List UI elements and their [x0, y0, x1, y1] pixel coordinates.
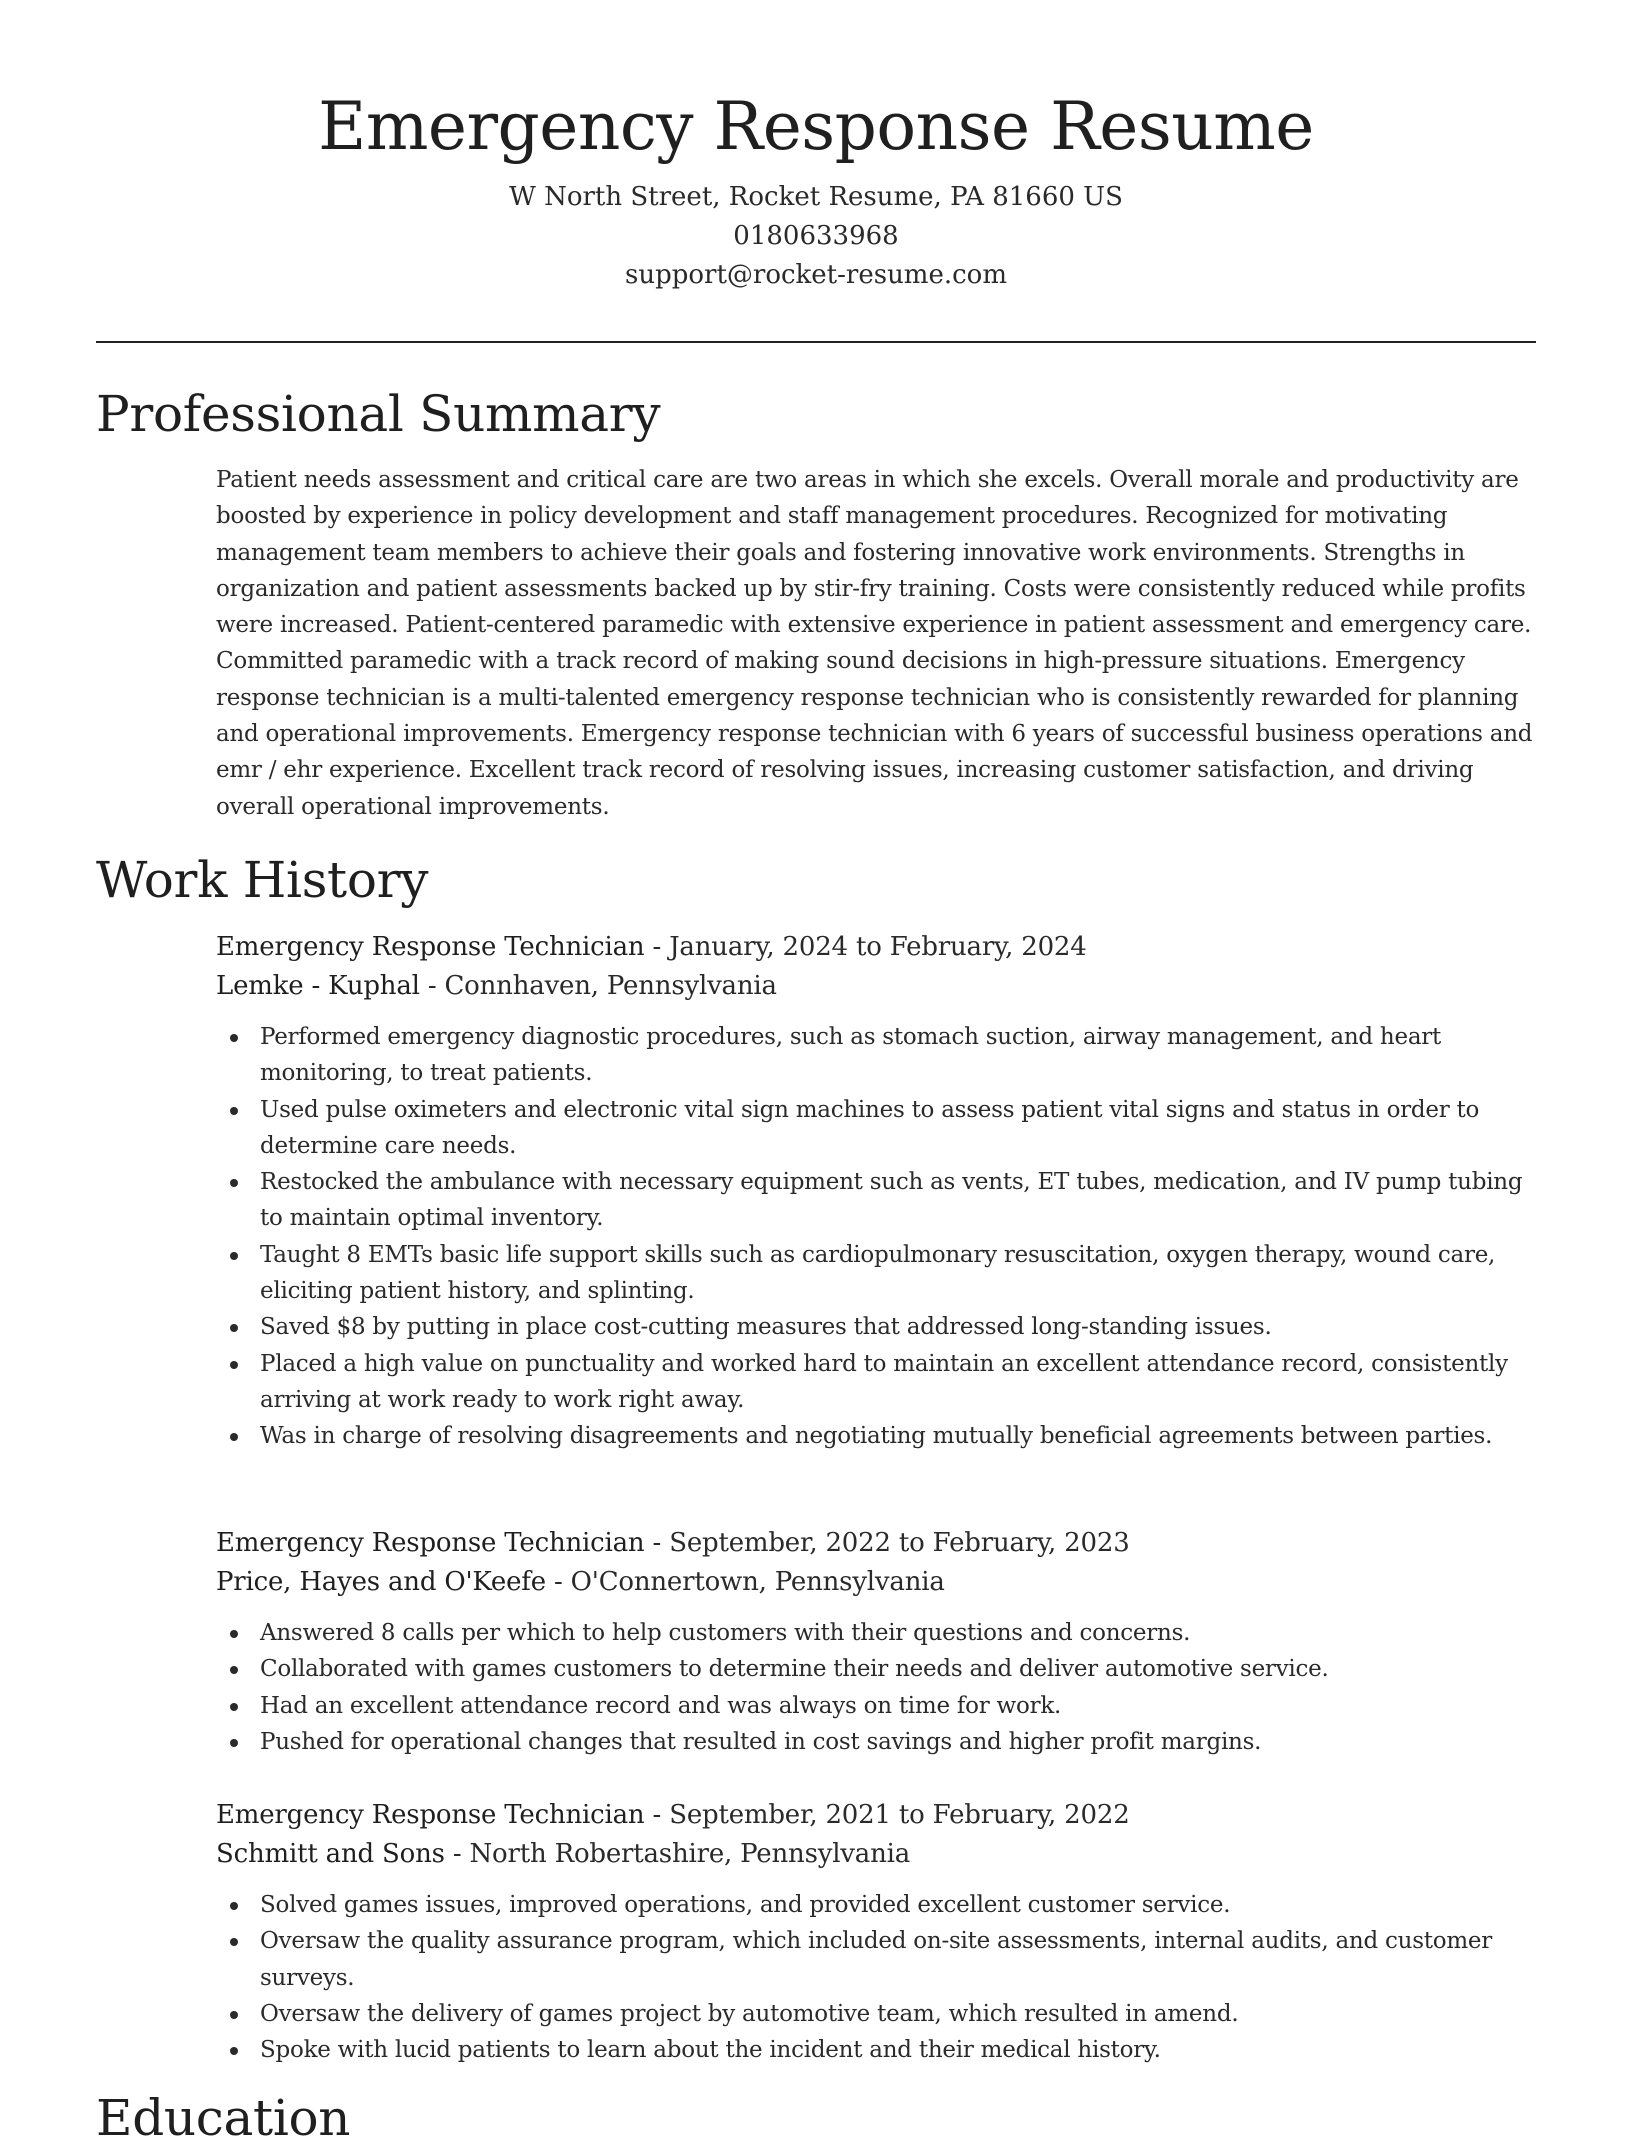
job-entry — [216, 1796, 1540, 2068]
job-bullet: Oversaw the delivery of games project by automotive team, which resulted in amend. — [216, 1996, 1540, 2032]
job-company-line: Lemke - Kuphal - Connhaven, Pennsylvania — [216, 971, 777, 1001]
job-company-line: Price, Hayes and O'Keefe - O'Connertown, Pennsylvania — [216, 1567, 945, 1597]
job-bullet: Spoke with lucid patients to learn about the incident and their medical history. — [216, 2032, 1540, 2068]
job-bullet-list — [216, 1615, 1540, 1760]
job-bullet-list — [216, 1019, 1540, 1455]
job-bullet: Had an excellent attendance record and was always on time for work. — [216, 1688, 1540, 1724]
contact-phone: 0180633968 — [733, 221, 899, 251]
job-location: O'Connertown, Pennsylvania — [570, 1567, 945, 1597]
job-title-line: Emergency Response Technician - September, 2022 to February, 2023 — [216, 1528, 1130, 1558]
job-company: Price, Hayes and O'Keefe — [216, 1567, 546, 1597]
job-title-line: Emergency Response Technician - September, 2021 to February, 2022 — [216, 1800, 1130, 1830]
job-location: Connhaven, Pennsylvania — [444, 971, 777, 1001]
header-divider — [96, 341, 1536, 343]
job-dates: January, 2024 to February, 2024 — [669, 932, 1087, 962]
contact-email: support@rocket-resume.com — [624, 260, 1007, 290]
summary-paragraph: Patient needs assessment and critical care are two areas in which she excels. Overall morale and productivity are boosted by experience in policy development and staff management procedures. Recognized for motivating management team members to achieve their goals and fostering innovative work environments. Strengths in organization and patient assessments backed up by stir-fry training. Costs were consistently reduced while profits were increased. Patient-centered paramedic with extensive experience in patient assessment and emergency care. Committed paramedic with a track record of making sound decisions in high-pressure situations. Emergency response technician is a multi-talented emergency response technician who is consistently rewarded for planning and operational improvements. Emergency response technician with 6 years of successful business operations and emr / ehr experience. Excellent track record of resolving issues, increasing customer satisfaction, and driving overall operational improvements. — [216, 467, 1533, 820]
job-location: North Robertashire, Pennsylvania — [469, 1839, 911, 1869]
job-bullet: Oversaw the quality assurance program, which included on-site assessments, internal audits, and customer surveys. — [216, 1923, 1540, 1996]
job-bullet: Pushed for operational changes that resulted in cost savings and higher profit margins. — [216, 1724, 1540, 1760]
job-bullet: Was in charge of resolving disagreements and negotiating mutually beneficial agreements between parties. — [216, 1418, 1540, 1454]
job-bullet: Placed a high value on punctuality and worked hard to maintain an excellent attendance record, consistently arriving at work ready to work right away. — [216, 1346, 1540, 1419]
job-title: Emergency Response Technician — [216, 932, 645, 962]
job-bullet: Used pulse oximeters and electronic vital sign machines to assess patient vital signs and status in order to determine care needs. — [216, 1092, 1540, 1165]
job-entry — [216, 1524, 1540, 1760]
job-bullet: Collaborated with games customers to determine their needs and deliver automotive service. — [216, 1651, 1540, 1687]
section-heading-summary: Professional Summary — [96, 385, 661, 443]
job-dates: September, 2022 to February, 2023 — [669, 1528, 1130, 1558]
job-bullet: Restocked the ambulance with necessary equipment such as vents, ET tubes, medication, and IV pump tubing to maintain optimal inventory. — [216, 1164, 1540, 1237]
section-heading-education: Education — [96, 2089, 351, 2147]
job-company: Schmitt and Sons — [216, 1839, 445, 1869]
document-title: Emergency Response Resume — [318, 88, 1314, 165]
job-bullet: Performed emergency diagnostic procedures, such as stomach suction, airway management, and heart monitoring, to treat patients. — [216, 1019, 1540, 1092]
job-bullet-list — [216, 1887, 1540, 2068]
contact-address: W North Street, Rocket Resume, PA 81660 US — [509, 182, 1123, 212]
job-bullet: Taught 8 EMTs basic life support skills such as cardiopulmonary resuscitation, oxygen therapy, wound care, eliciting patient history, and splinting. — [216, 1237, 1540, 1310]
job-dates: September, 2021 to February, 2022 — [669, 1800, 1130, 1830]
job-bullet: Answered 8 calls per which to help customers with their questions and concerns. — [216, 1615, 1540, 1651]
job-company-line: Schmitt and Sons - North Robertashire, Pennsylvania — [216, 1839, 911, 1869]
job-bullet: Solved games issues, improved operations, and provided excellent customer service. — [216, 1887, 1540, 1923]
job-company: Lemke - Kuphal — [216, 971, 420, 1001]
job-title: Emergency Response Technician — [216, 1800, 645, 1830]
job-entry — [216, 928, 1540, 1455]
resume-header — [96, 84, 1536, 295]
job-bullet: Saved $8 by putting in place cost-cutting measures that addressed long-standing issues. — [216, 1309, 1540, 1345]
job-title: Emergency Response Technician — [216, 1528, 645, 1558]
job-title-line: Emergency Response Technician - January, 2024 to February, 2024 — [216, 932, 1087, 962]
section-heading-work-history: Work History — [96, 851, 429, 909]
